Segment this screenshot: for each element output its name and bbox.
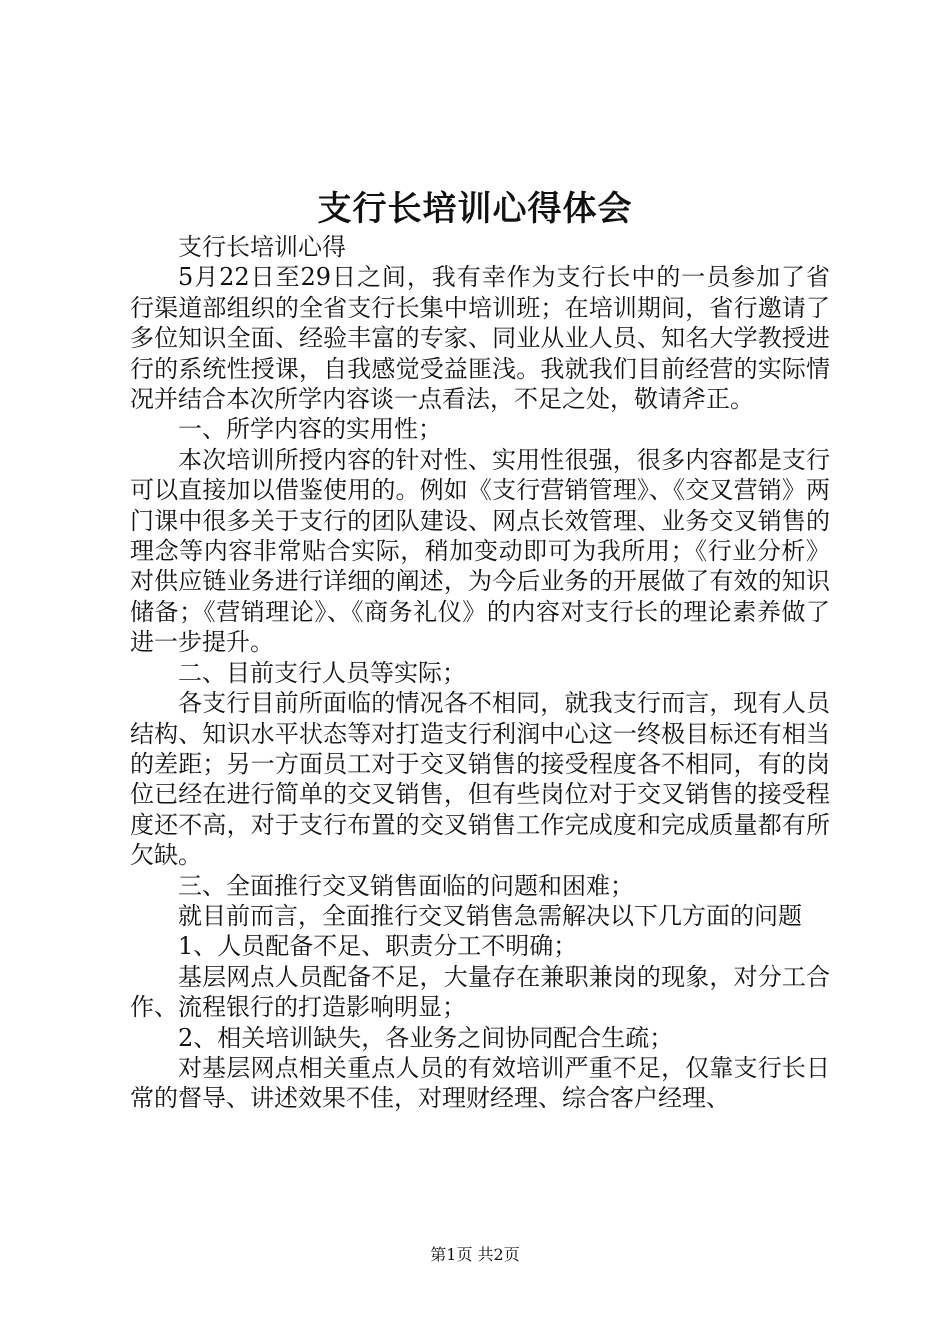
section-heading-2: 二、目前支行人员等实际；	[178, 658, 466, 687]
paragraph-intro: 5月22日至29日之间，我有幸作为支行长中的一员参加了省行渠道部组织的全省支行长集中培训班；在培训期间，省行邀请了多位知识全面、经验丰富的专家、同业从业人员、知名大学教授进行的系统性授课，自我感觉受益匪浅。我就我们目前经营的实际情况并结合本次所学内容谈一点看法，不足之处，敬请斧正。	[130, 263, 830, 414]
paragraph-subsection-2: 对基层网点相关重点人员的有效培训严重不足，仅靠支行长日常的督导、讲述效果不佳，对理财经理、综合客户经理、	[130, 1053, 830, 1113]
section-heading-3: 三、全面推行交叉销售面临的问题和困难；	[178, 871, 634, 900]
document-title: 支行长培训心得体会	[317, 189, 633, 229]
subheading-2: 2、相关培训缺失，各业务之间协同配合生疏；	[178, 1023, 674, 1052]
subheading-1: 1、人员配备不足、职责分工不明确；	[178, 932, 578, 961]
paragraph-subsection-1: 基层网点人员配备不足，大量存在兼职兼岗的现象，对分工合作、流程银行的打造影响明显；	[130, 962, 830, 1022]
paragraph-section-2: 各支行目前所面临的情况各不相同，就我支行而言，现有人员结构、知识水平状态等对打造支行利润中心这一终极目标还有相当的差距；另一方面员工对于交叉销售的接受程度各不相同，有的岗位已经在进行简单的交叉销售，但有些岗位对于交叉销售的接受程度还不高，对于支行布置的交叉销售工作完成度和完成质量都有所欠缺。	[130, 689, 830, 870]
section-heading-1: 一、所学内容的实用性；	[178, 415, 442, 444]
page-footer: 第1页 共2页	[430, 1245, 520, 1264]
paragraph-section-1: 本次培训所授内容的针对性、实用性很强，很多内容都是支行可以直接加以借鉴使用的。例如《支行营销管理》、《交叉营销》两门课中很多关于支行的团队建设、网点长效管理、业务交叉销售的理念等内容非常贴合实际，稍加变动即可为我所用；《行业分析》对供应链业务进行详细的阐述，为今后业务的开展做了有效的知识储备；《营销理论》、《商务礼仪》的内容对支行长的理论素养做了进一步提升。	[130, 445, 830, 657]
paragraph-subtitle: 支行长培训心得	[178, 233, 346, 261]
document-body	[130, 232, 830, 1114]
paragraph-section-3: 就目前而言，全面推行交叉销售急需解决以下几方面的问题	[178, 901, 802, 930]
